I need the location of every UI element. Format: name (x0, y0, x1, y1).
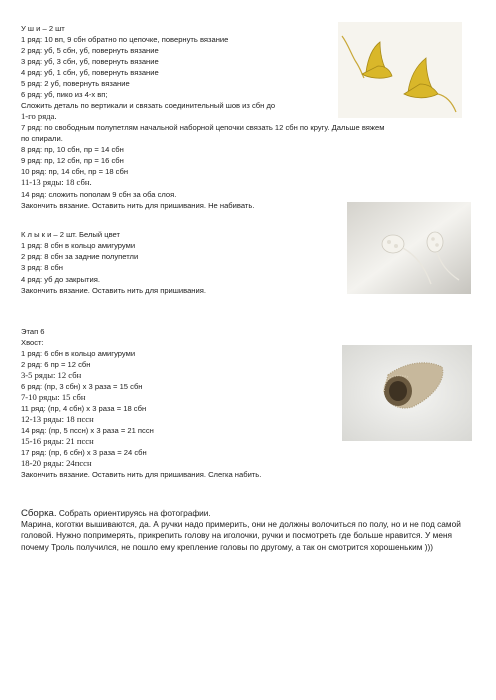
ears-heading: У ш и – 2 шт (21, 24, 65, 33)
tail-row: 17 ряд: (пр, 6 сбн) х 3 раза = 24 сбн (21, 448, 147, 457)
fangs-row: 1 ряд: 8 сбн в кольцо амигуруми (21, 241, 136, 250)
tail-heading: Хвост: (21, 338, 44, 347)
tail-row: 14 ряд: (пр, 5 пссн) х 3 раза = 21 пссн (21, 426, 154, 435)
crochet-ears-icon (338, 22, 462, 118)
tail-row: 7-10 ряды: 15 сбн (21, 392, 86, 402)
ears-row: Закончить вязание. Оставить нить для пришивания. Не набивать. (21, 201, 255, 210)
crochet-tail-photo (342, 345, 472, 441)
ears-row: по спирали. (21, 134, 63, 143)
ears-row: 11-13 ряды: 18 сбн. (21, 177, 92, 187)
ears-row: 14 ряд: сложить пополам 9 сбн за оба слоя. (21, 190, 177, 199)
tail-row: 1 ряд: 6 сбн в кольцо амигуруми (21, 349, 136, 358)
fangs-row: 2 ряд: 8 сбн за задние полупетли (21, 252, 139, 261)
ears-row: 7 ряд: по свободным полупетлям начальной наборной цепочки связать 12 сбн по кругу. Дальше вяжем (21, 123, 385, 132)
tail-row: 6 ряд: (пр, 3 сбн) х 3 раза = 15 сбн (21, 382, 143, 391)
ears-row: 8 ряд: пр, 10 сбн, пр = 14 сбн (21, 145, 124, 154)
fangs-row: 4 ряд: уб до закрытия. (21, 275, 100, 284)
ears-row: 1 ряд: 10 вп, 9 сбн обратно по цепочке, повернуть вязание (21, 35, 229, 44)
fangs-row: 3 ряд: 8 сбн (21, 263, 63, 272)
ears-row: 9 ряд: пр, 12 сбн, пр = 16 сбн (21, 156, 124, 165)
ears-row: 5 ряд: 2 уб, повернуть вязание (21, 79, 130, 88)
crochet-tail-icon (342, 345, 472, 441)
ears-row: 4 ряд: уб, 1 сбн, уб, повернуть вязание (21, 68, 159, 77)
fangs-row: Закончить вязание. Оставить нить для пришивания. (21, 286, 206, 295)
ears-row: 10 ряд: пр, 14 сбн, пр = 18 сбн (21, 167, 129, 176)
tail-row: 2 ряд: 6 пр = 12 сбн (21, 360, 91, 369)
assembly-paragraph: Марина, коготки вышиваются, да. А ручки надо примерить, они не должны волочиться по полу, но и не под самой головой. Нужно попримерять, прикрепить голову на иголочки, ручки и посмотреть где больше нравится. У меня почему Троль получился, не пошло ему крепление головы по другому, а так он смотрится хорошеньким ))) (21, 519, 461, 552)
assembly-block (21, 508, 481, 553)
ears-row: 2 ряд: уб, 5 сбн, уб, повернуть вязание (21, 46, 159, 55)
tail-row: 18-20 ряды: 24пссн (21, 458, 92, 468)
tail-row: 12-13 ряды: 18 пссн (21, 414, 94, 424)
tail-row: Закончить вязание. Оставить нить для пришивания. Слегка набить. (21, 470, 262, 479)
fangs-heading: К л ы к и – 2 шт. Белый цвет (21, 230, 120, 239)
assembly-heading-rest: Собрать ориентируясь на фотографии. (56, 508, 211, 518)
ears-row: 6 ряд: уб, пико из 4-х вп; (21, 90, 108, 99)
tail-row: 15-16 ряды: 21 пссн (21, 436, 94, 446)
crochet-fangs-icon (347, 202, 471, 294)
ears-row: Сложить деталь по вертикали и связать соединительный шов из сбн до (21, 101, 276, 110)
crochet-fangs-photo (347, 202, 471, 294)
assembly-heading: Сборка. (21, 508, 57, 519)
crochet-ears-photo (338, 22, 462, 118)
ears-row: 3 ряд: уб, 3 сбн, уб, повернуть вязание (21, 57, 159, 66)
tail-stage: Этап 6 (21, 327, 45, 336)
tail-row: 11 ряд: (пр, 4 сбн) х 3 раза = 18 сбн (21, 404, 147, 413)
ears-row: 1-го ряда. (21, 111, 57, 121)
tail-row: 3-5 ряды: 12 сбн (21, 370, 82, 380)
